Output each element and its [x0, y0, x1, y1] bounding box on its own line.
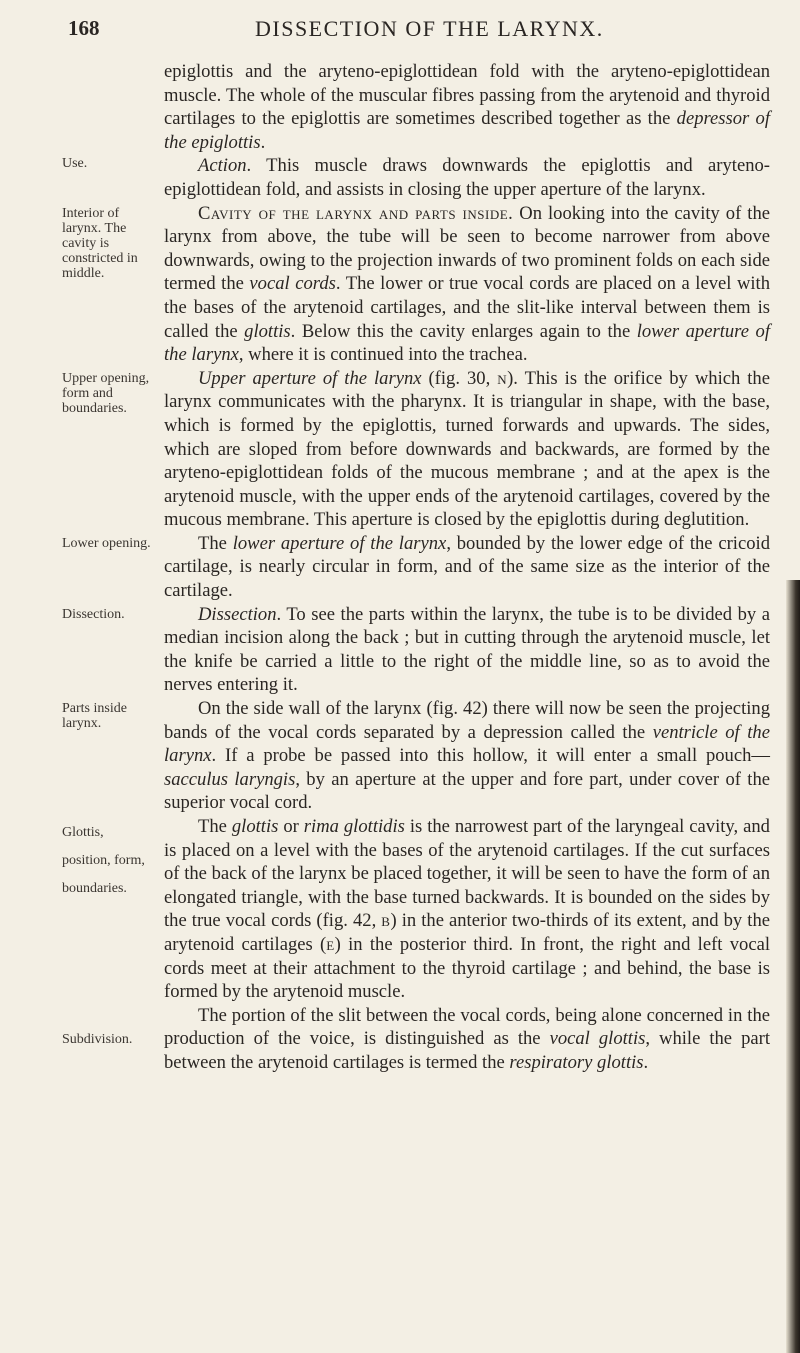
paragraph-text: Cavity of the larynx and parts inside. On looking into the cavity of the larynx from above, the tube will be seen to become narrower from above downwards, owing to the projection inwards of two prominent folds on each side termed the vocal cords. The lower or true vocal cords are placed on a level with the bases of the arytenoid cartilages, and the slit-like interval between them is called the glottis. Below this the cavity enlarges again to the lower aperture of the larynx, where it is continued into the trachea.	[164, 202, 771, 366]
margin-note: Interior of larynx. The cavity is constricted in middle.	[62, 205, 138, 281]
paragraph	[0, 815, 800, 1004]
page-body	[0, 60, 800, 1075]
paragraph	[0, 697, 800, 815]
section-heading: Cavity of the larynx and parts inside.	[198, 202, 514, 224]
paragraph-text: The portion of the slit between the vocal cords, being alone concerned in the production of the voice, is distinguished as the vocal glottis, while the part between the arytenoid cartilages is termed the respiratory glottis.	[164, 1004, 770, 1073]
page-header	[0, 8, 800, 48]
paragraph-text: Action. This muscle draws downwards the epiglottis and aryteno-epiglottidean fold, and assists in closing the upper aperture of the larynx.	[164, 155, 770, 200]
paragraph	[0, 60, 800, 154]
page-number: 168	[68, 16, 100, 40]
paragraph	[0, 154, 800, 201]
paragraph	[0, 532, 800, 603]
margin-note: Lower opening.	[62, 535, 151, 551]
paragraph	[0, 1004, 800, 1075]
margin-note: Use.	[62, 156, 88, 172]
margin-note: Upper opening, form and boundaries.	[62, 370, 150, 416]
paragraph	[0, 202, 800, 367]
paragraph	[0, 367, 800, 532]
paragraph	[0, 603, 800, 697]
margin-note: Dissection.	[62, 606, 125, 622]
margin-note: Glottis, position, form, boundaries.	[62, 825, 145, 896]
running-title: DISSECTION OF THE LARYNX.	[255, 16, 604, 41]
book-spine-shadow	[786, 580, 800, 1353]
paragraph-text: The lower aperture of the larynx, bounded by the lower edge of the cricoid cartilage, is nearly circular in form, and of the same size as the interior of the cartilage.	[164, 532, 770, 602]
paragraph-text: Dissection. To see the parts within the larynx, the tube is to be divided by a median incision along the back ; but in cutting through the arytenoid muscle, let the knife be carried a little to the right of the middle line, so as to avoid the nerves entering it.	[164, 603, 770, 696]
paragraph-text: On the side wall of the larynx (fig. 42) there will now be seen the projecting bands of the vocal cords separated by a depression called the ventricle of the larynx. If a probe be passed into this hollow, it will enter a small pouch—sacculus laryngis, by an aperture at the upper and fore part, under cover of the superior vocal cord.	[164, 698, 770, 814]
paragraph-text: epiglottis and the aryteno-epiglottidean fold with the aryteno-epiglottidean muscle. The whole of the muscular fibres passing from the arytenoid and thyroid cartilages to the epiglottis are sometimes described together as the depressor of the epiglottis.	[164, 61, 770, 153]
margin-note: Subdivision.	[62, 1031, 133, 1047]
paragraph-text: Upper aperture of the larynx (fig. 30, n). This is the orifice by which the larynx communicates with the pharynx. It is triangular in shape, with the base, which is formed by the epiglottis, turned forwards and upwards. The sides, which are sloped from before downwards and backwards, are formed by the aryteno-epiglottidean folds of the mucous membrane ; and at the apex is the arytenoid muscle, with the upper ends of the arytenoid cartilages, covered by the mucous membrane. This aperture is closed by the epiglottis during deglutition.	[164, 367, 770, 531]
paragraph-text: The glottis or rima glottidis is the narrowest part of the laryngeal cavity, and is placed on a level with the bases of the arytenoid cartilages. If the cut surfaces of the back of the larynx be placed together, it will be seen to have the form of an elongated triangle, with the base turned backwards. It is bounded on the sides by the true vocal cords (fig. 42, b) in the anterior two-thirds of its extent, and by the arytenoid cartilages (e) in the posterior third. In front, the right and left vocal cords meet at their attachment to the thyroid cartilage ; and behind, the base is formed by the arytenoid muscle.	[164, 816, 770, 1003]
margin-note: Parts inside larynx.	[62, 701, 127, 732]
